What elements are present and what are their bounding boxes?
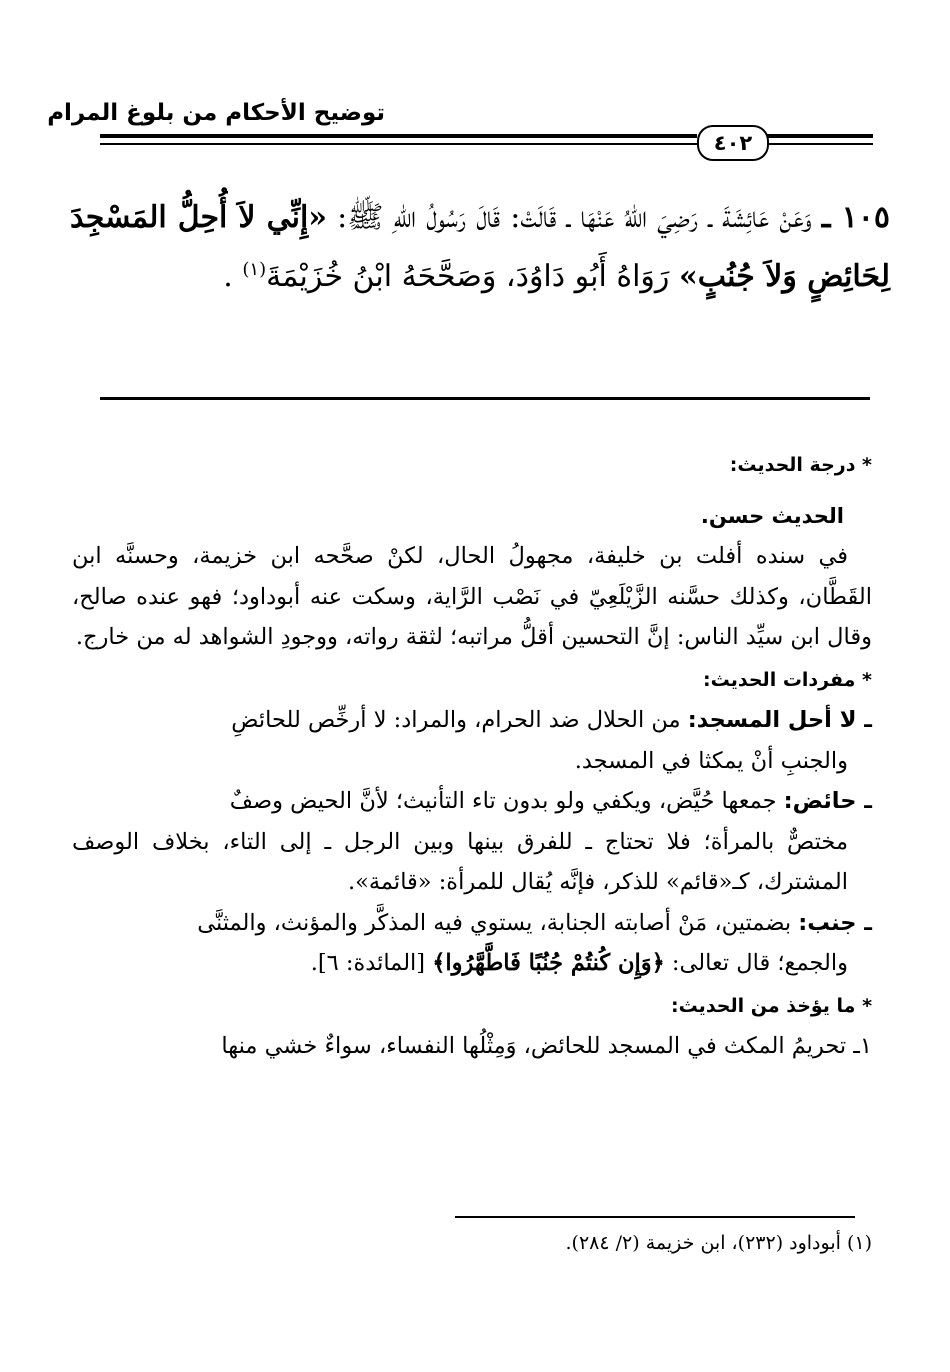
vocab-item bbox=[72, 781, 872, 903]
vocab-term: ـ لا أحل المسجد: bbox=[687, 707, 872, 733]
section-divider bbox=[100, 397, 870, 400]
hadith-end: . bbox=[223, 259, 233, 294]
grade-verdict: الحديث حسن. bbox=[700, 503, 844, 528]
header-rule-left-thin bbox=[100, 143, 697, 145]
hadith-matn: «إِنِّي لاَ أُحِلُّ المَسْجِدَ لِحَائِضٍ وَلاَ جُنُبٍ» bbox=[70, 200, 890, 294]
vocab-item bbox=[72, 700, 872, 781]
verse-reference: [المائدة: ٦]. bbox=[310, 950, 433, 976]
vocab-definition: من الحلال ضد الحرام، والمراد: لا أرخِّص للحائضِ bbox=[231, 707, 688, 733]
vocab-definition: بضمتين، مَنْ أصابته الجنابة، يستوي فيه المذكَّر والمؤنث، والمثنَّى bbox=[197, 909, 799, 936]
vocab-heading: * مفردات الحديث: bbox=[703, 668, 872, 691]
vocab-continuation bbox=[72, 943, 872, 984]
hadith-number: ١٠٥ ـ bbox=[821, 200, 890, 235]
grade-paragraph: في سنده أفلت بن خليفة، مجهولُ الحال، لكنْ صحَّحه ابن خزيمة، وحسنَّه ابن القَطَّان، وكذلك حسَّنه الزَّيْلَعِيّ في نَصْب الرَّاية، وسكت عنه أبوداود؛ فهو عنده صالح، وقال ابن سيِّد الناس: إنَّ التحسين أقلُّ مراتبه؛ لثقة رواته، ووجودِ الشواهد له من خارج. bbox=[72, 543, 872, 650]
footnote: (١) أبوداود (٢٣٢)، ابن خزيمة (٢/ ٢٨٤). bbox=[565, 1232, 872, 1254]
ruling-item: ١ـ تحريمُ المكث في المسجد للحائض، وَمِثْلُها النفساء، سواءٌ خشي منها bbox=[221, 1033, 872, 1059]
hadith-text bbox=[70, 192, 890, 303]
quran-verse: ﴿وَإِن كُنتُمْ جُنُبًا فَاطَّهَّرُوا﴾ bbox=[432, 950, 665, 976]
commentary bbox=[72, 445, 872, 1067]
footnote-divider bbox=[455, 1216, 855, 1218]
footnote-ref: (١) bbox=[242, 259, 267, 280]
vocab-item bbox=[72, 903, 872, 984]
hadith-intro: وَعَنْ عَائِشَةَ ـ رَضِيَ اللهُ عَنْهَا ـ قَالَتْ: قَالَ رَسُولُ اللهِ ﷺ: bbox=[327, 200, 812, 235]
running-title: توضيح الأحكام من بلوغ المرام bbox=[47, 100, 385, 126]
vocab-continuation: والجنبِ أنْ يمكثا في المسجد. bbox=[574, 747, 848, 774]
vocab-term: ـ حائض: bbox=[783, 788, 872, 814]
vocab-term: ـ جنب: bbox=[798, 909, 872, 936]
header-rule-right-thin bbox=[765, 143, 873, 145]
rulings-heading: * ما يؤخذ من الحديث: bbox=[670, 994, 872, 1017]
vocab-continuation: مختصٌّ بالمرأة؛ فلا تحتاج ـ للفرق بينها وبين الرجل ـ إلى التاء، بخلاف الوصف المشترك، كـ«قائم» للذكر، فإنَّه يُقال للمرأة: «قائمة». bbox=[72, 828, 848, 895]
vocab-continuation-text: والجمع؛ قال تعالى: bbox=[664, 950, 848, 976]
page-number: ٤٠٢ bbox=[697, 125, 769, 161]
hadith-source: رَوَاهُ أَبُو دَاوُدَ، وَصَحَّحَهُ ابْنُ خُزَيْمَةَ bbox=[266, 259, 679, 294]
header-rule-left-thick bbox=[100, 134, 697, 138]
vocab-definition: جمعها حُيَّض، ويكفي ولو بدون تاء التأنيث؛ لأنَّ الحيض وصفٌ bbox=[229, 788, 784, 814]
grade-heading: * درجة الحديث: bbox=[729, 454, 872, 476]
header-rule-right-thick bbox=[765, 134, 873, 138]
